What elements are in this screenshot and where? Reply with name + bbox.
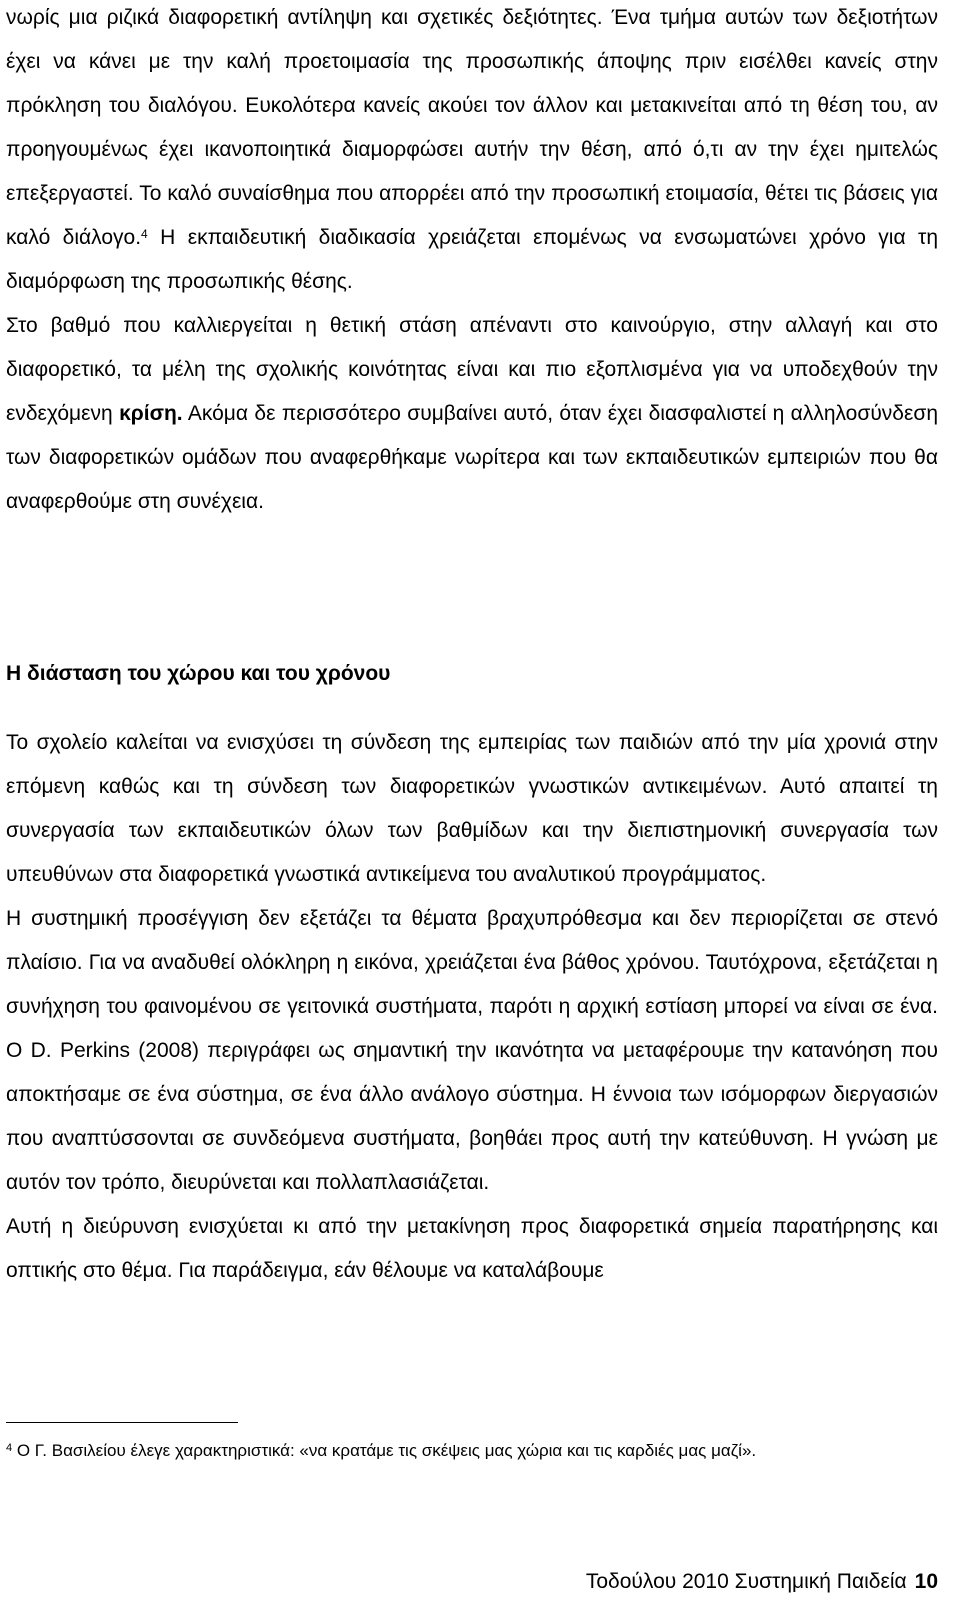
document-page xyxy=(6,0,939,1282)
footnote-ref[interactable]: 4 xyxy=(141,227,148,241)
footnote-separator xyxy=(6,1422,238,1423)
paragraph-3: Το σχολείο καλείται να ενισχύσει τη σύνδεση της εμπειρίας των παιδιών από την μία χρονιά στην επόμενη καθώς και τη σύνδεση των διαφορετικών γνωστικών αντικειμένων. Αυτό απαιτεί τη συνεργασία των εκπαιδευτικών όλων των βαθμίδων και την διεπιστημονική συνεργασία των υπευθύνων στα διαφορετικά γνωστικά αντικείμενα του αναλυτικού προγράμματος. xyxy=(6,731,938,886)
footnote xyxy=(6,1432,938,1470)
paragraph-1-tail: Η εκπαιδευτική διαδικασία χρειάζεται επομένως να ενσωματώνει χρόνο για τη διαμόρφωση της προσωπικής θέσης. xyxy=(6,226,939,293)
page-footer xyxy=(586,1568,938,1596)
paragraph-2 xyxy=(6,304,938,524)
paragraph-2-text-a: Στο βαθμό που καλλιεργείται η θετική στάση απέναντι στο καινούργιο, στην αλλαγή και στο διαφορετικό, τα μέλη της σχολικής κοινότητας είναι και πιο εξοπλισμένα για να υποδεχθούν την ενδεχόμενη xyxy=(6,314,938,425)
page-number: 10 xyxy=(914,1570,938,1593)
footer-label: Τοδούλου 2010 Συστημική Παιδεία xyxy=(585,1570,907,1593)
paragraph-1 xyxy=(6,0,938,304)
paragraph-4: Η συστημική προσέγγιση δεν εξετάζει τα θέματα βραχυπρόθεσμα και δεν περιορίζεται σε στενό πλαίσιο. Για να αναδυθεί ολόκληρη η εικόνα, χρειάζεται ένα βάθος χρόνου. Ταυτόχρονα, εξετάζεται η συνήχηση του φαινομένου σε γειτονικά συστήματα, παρότι η αρχική εστίαση μπορεί να είναι σε ένα. Ο D. Perkins (2008) περιγράφει ως σημαντική την ικανότητα να μεταφέρουμε την κατανόηση που αποκτήσαμε σε ένα σύστημα, σε ένα άλλο ανάλογο σύστημα. Η έννοια των ισόμορφων διεργασιών που αναπτύσσονται σε συνδεόμενα συστήματα, βοηθάει προς αυτή την κατεύθυνση. Η γνώση με αυτόν τον τρόπο, διευρύνεται και πολλαπλασιάζεται. xyxy=(6,907,938,1194)
footnote-text: Ο Γ. Βασιλείου έλεγε χαρακτηριστικά: «να κρατάμε τις σκέψεις μας χώρια και τις καρδιές μας μαζί». xyxy=(12,1441,757,1460)
section-body xyxy=(6,721,938,1293)
bold-term: κρίση. xyxy=(119,402,183,425)
paragraph-5: Αυτή η διεύρυνση ενισχύεται κι από την μετακίνηση προς διαφορετικά σημεία παρατήρησης και οπτικής στο θέμα. Για παράδειγμα, εάν θέλουμε να καταλάβουμε xyxy=(6,1215,938,1282)
section-heading: Η διάσταση του χώρου και του χρόνου xyxy=(6,662,391,685)
paragraph-2-text-b: Ακόμα δε περισσότερο συμβαίνει αυτό, όταν έχει διασφαλιστεί η αλληλοσύνδεση των διαφορετικών ομάδων που αναφερθήκαμε νωρίτερα και των εκπαιδευτικών εμπειριών που θα αναφερθούμε στη συνέχεια. xyxy=(6,402,938,513)
footnote-mark: 4 xyxy=(6,1442,13,1454)
paragraph-1-text: νωρίς μια ριζικά διαφορετική αντίληψη και σχετικές δεξιότητες. Ένα τμήμα αυτών των δεξιοτήτων έχει να κάνει με την καλή προετοιμασία της προσωπικής άποψης πριν εισέλθει κανείς στην πρόκληση του διαλόγου. Ευκολότερα κανείς ακούει τον άλλον και μετακινείται από τη θέση του, αν προηγουμένως έχει ικανοποιητικά διαμορφώσει αυτήν την θέση, από ό,τι αν την έχει ημιτελώς επεξεργαστεί. Το καλό συναίσθημα που απορρέει από την προσωπική ετοιμασία, θέτει τις βάσεις για καλό διάλογο. xyxy=(6,6,938,249)
